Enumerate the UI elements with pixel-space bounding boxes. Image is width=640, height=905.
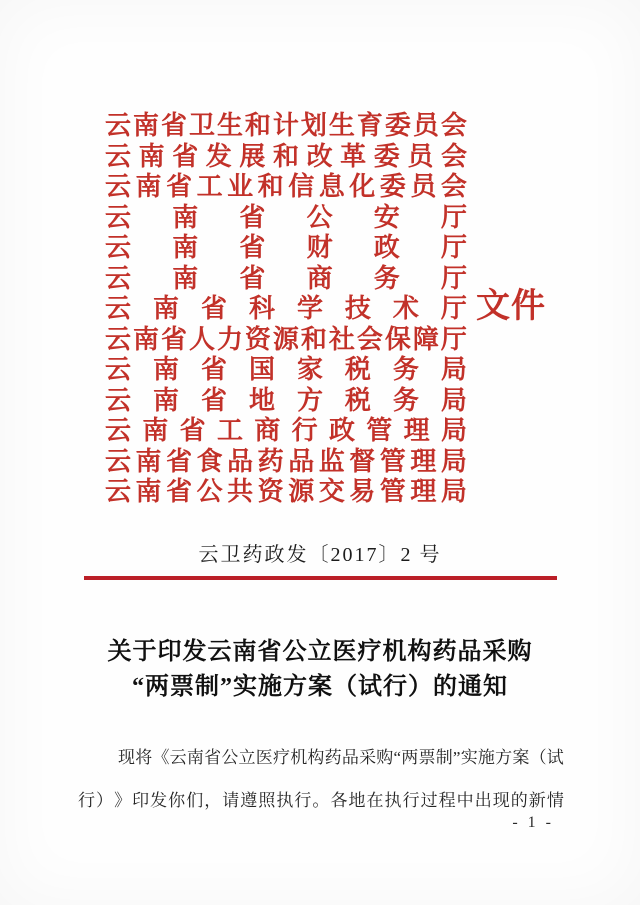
agency-line: 云 南 省 人 力 资 源 和 社 会 保 障 厅 [105, 324, 467, 354]
agency-line: 云 南 省 地 方 税 务 局 [105, 385, 467, 415]
agency-line: 云 南 省 食 品 药 品 监 督 管 理 局 [105, 446, 467, 476]
issuing-agencies-list [105, 111, 467, 508]
agency-line: 云 南 省 商 务 厅 [105, 263, 467, 293]
document-title [0, 635, 640, 705]
agency-line: 云 南 省 公 安 厅 [105, 202, 467, 232]
agency-line: 云 南 省 财 政 厅 [105, 233, 467, 263]
document-label: 文件 [476, 288, 546, 325]
red-divider-line [84, 576, 557, 580]
title-line-1: 关于印发云南省公立医疗机构药品采购 [107, 639, 533, 665]
agency-line: 云 南 省 科 学 技 术 厅 [105, 294, 467, 324]
body-paragraph [78, 736, 564, 822]
body-text-line-2: 行 ） 》 印 发 你 们 ， 请 遵 照 执 行 。 各 地 在 执 行 过 程 中 出 现 的 新 情 [78, 791, 564, 810]
agency-line: 云 南 省 卫 生 和 计 划 生 育 委 员 会 [105, 111, 467, 141]
agency-line: 云 南 省 发 展 和 改 革 委 员 会 [105, 141, 467, 171]
agency-line: 云 南 省 公 共 资 源 交 易 管 理 局 [105, 477, 467, 507]
agency-line: 云 南 省 工 业 和 信 息 化 委 员 会 [105, 172, 467, 202]
body-text-line-1: 现 将 《 云 南 省 公 立 医 疗 机 构 药 品 采 购 “ 两 票 制 ” 实 施 方 案 （ 试 [118, 748, 564, 767]
title-line-2: “两票制”实施方案（试行）的通知 [132, 674, 508, 700]
agency-line: 云 南 省 工 商 行 政 管 理 局 [105, 416, 467, 446]
page-number: - 1 - [512, 814, 554, 831]
document-number: 云卫药政发〔2017〕2 号 [198, 544, 442, 566]
agency-line: 云 南 省 国 家 税 务 局 [105, 355, 467, 385]
